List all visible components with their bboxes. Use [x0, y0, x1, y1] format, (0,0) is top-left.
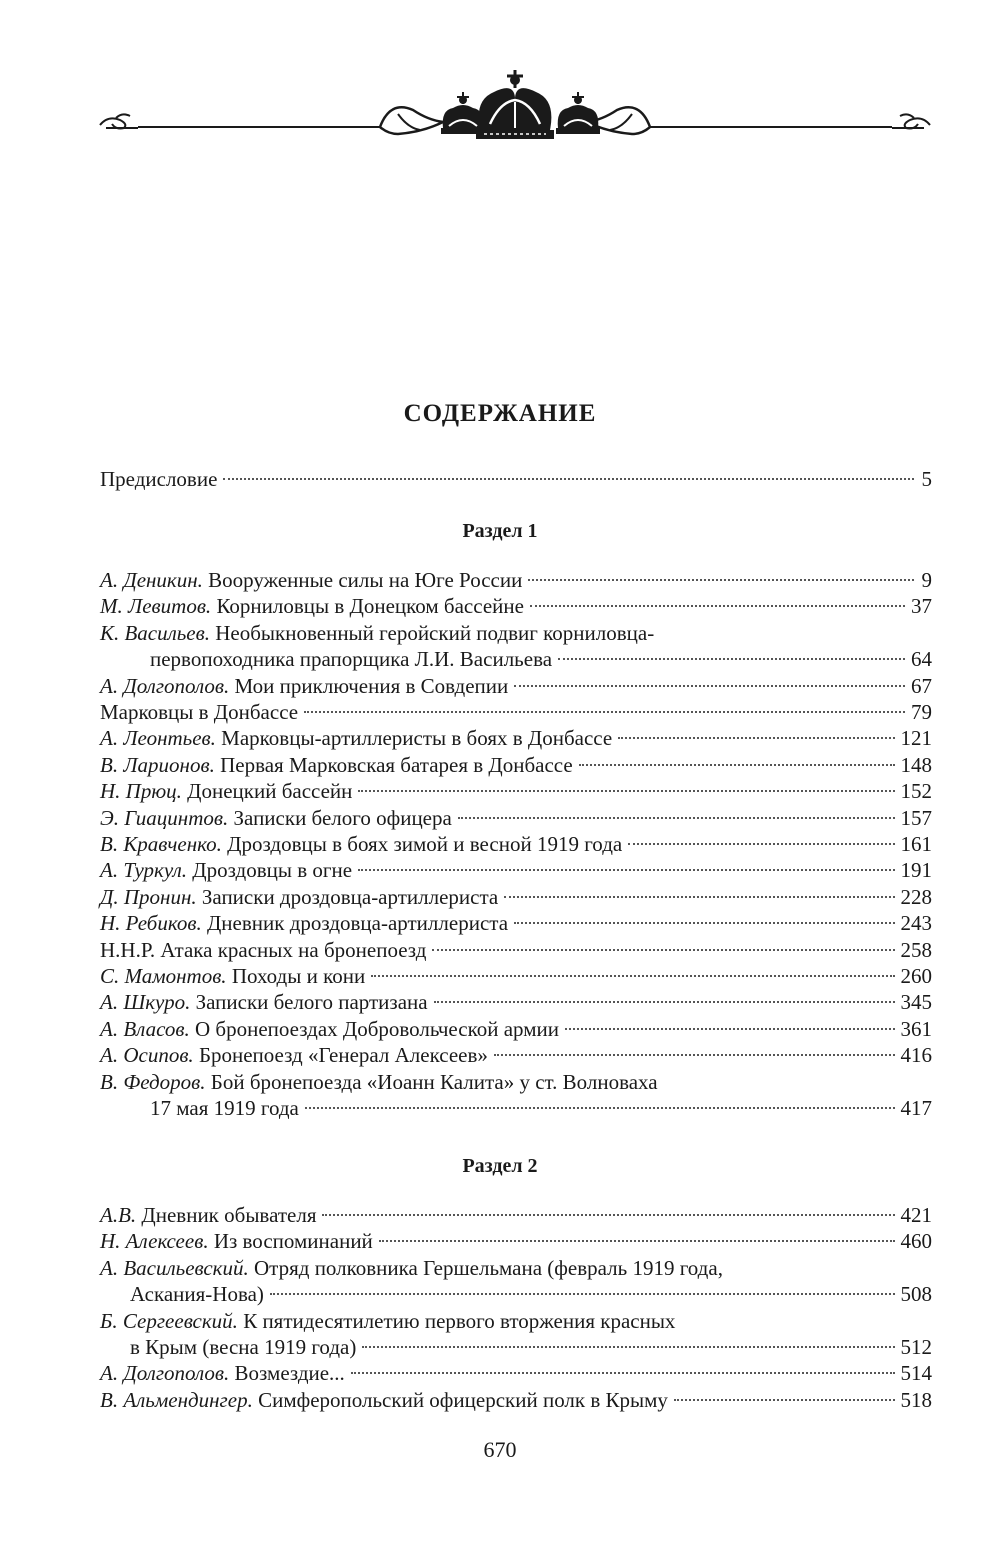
entry-title: Донецкий бассейн: [181, 779, 353, 804]
toc-entry: [100, 752, 932, 779]
entry-text: [100, 752, 573, 779]
toc-entry: [100, 884, 932, 911]
section-heading-1: Раздел 1: [462, 520, 538, 542]
entry-title: Записки белого офицера: [228, 805, 452, 830]
entry-text: [100, 989, 428, 1016]
page-title: СОДЕРЖАНИЕ: [403, 400, 597, 427]
entry-author: В. Альмендингер.: [100, 1387, 253, 1412]
entry-title: Марковцы в Донбассе: [100, 700, 299, 724]
toc-entry-line: [100, 620, 932, 647]
leader-dots: [514, 685, 905, 687]
entry-title-continued: 17 мая 1919 года: [150, 1096, 299, 1120]
entry-title: Возмездие...: [229, 1361, 345, 1386]
entry-author: А. Леонтьев.: [100, 726, 216, 751]
entry-text: [100, 673, 508, 700]
entry-title-continued: в Крым (весна 1919 года): [130, 1335, 357, 1359]
toc-entry-line: [100, 1069, 932, 1096]
entry-page: 361: [900, 1016, 932, 1041]
entry-page: 64: [911, 647, 932, 672]
entry-title: Мои приключения в Совдепии: [229, 673, 509, 698]
leader-dots: [432, 949, 894, 951]
entry-page: 37: [911, 594, 932, 619]
entry-text: [100, 567, 522, 594]
entry-title: Марковцы-артиллеристы в боях в Донбассе: [215, 726, 613, 751]
entry-text: [100, 831, 622, 858]
toc-entry: [100, 567, 932, 594]
entry-author: С. Мамонтов.: [100, 964, 227, 988]
entry-title-continued: Аскания-Нова): [130, 1282, 264, 1307]
entry-author: Б. Сергеевский.: [100, 1308, 238, 1333]
entry-author: А.В.: [100, 1203, 137, 1227]
entry-author: В. Федоров.: [100, 1069, 206, 1094]
entry-author: Н. Прюц.: [100, 779, 182, 804]
leader-dots: [528, 579, 914, 581]
leader-dots: [504, 896, 894, 898]
leader-dots: [558, 658, 905, 660]
toc-entry: [100, 910, 932, 937]
entry-author: А. Долгополов.: [100, 673, 230, 698]
entry-page: 518: [900, 1387, 932, 1412]
entry-page: 258: [900, 937, 932, 962]
entry-title: Вооруженные силы на Юге России: [202, 568, 523, 592]
entry-page: 417: [900, 1096, 932, 1120]
toc-entry: [100, 989, 932, 1016]
entry-title: Необыкновенный геройский подвиг корниловца-: [210, 620, 655, 645]
leader-dots: [304, 711, 905, 713]
entry-author: К. Васильев.: [100, 620, 210, 645]
toc-entry: [100, 778, 932, 805]
entry-text: [100, 725, 612, 752]
entry-author: А. Шкуро.: [100, 990, 191, 1015]
entry-text: [100, 1387, 668, 1414]
crown-ornament-icon: [98, 70, 932, 150]
entry-page: 157: [900, 805, 932, 830]
leader-dots: [618, 737, 894, 739]
toc-entry: [100, 937, 932, 964]
toc-entry: [100, 1042, 932, 1069]
entry-author: В. Кравченко.: [100, 832, 222, 856]
entry-text: [100, 963, 365, 990]
leader-dots: [362, 1346, 894, 1348]
page-number: 670: [483, 1437, 517, 1462]
entry-page: 345: [900, 990, 932, 1015]
entry-author: А. Осипов.: [100, 1043, 194, 1068]
leader-dots: [322, 1214, 894, 1216]
toc-entry-line: [100, 1255, 932, 1282]
toc-entry: [100, 857, 932, 884]
leader-dots: [270, 1293, 895, 1295]
toc-entry: [100, 1387, 932, 1414]
toc-entry: [100, 1228, 932, 1255]
entry-text: [100, 884, 498, 911]
entry-title: Из воспоминаний: [208, 1229, 373, 1254]
leader-dots: [579, 764, 895, 766]
entry-text: [100, 910, 508, 937]
toc-entry-continuation: [130, 1334, 932, 1361]
toc-entry: [100, 673, 932, 700]
leader-dots: [434, 1001, 895, 1003]
leader-dots: [223, 478, 914, 480]
entry-title: Отряд полковника Гершельмана (февраль 1919 года,: [248, 1255, 723, 1280]
entry-page: 512: [900, 1335, 932, 1359]
entry-author: В. Ларионов.: [100, 752, 215, 777]
entry-title: Бой бронепоезда «Иоанн Калита» у ст. Волноваха: [205, 1069, 658, 1094]
leader-dots: [358, 790, 894, 792]
entry-page: 460: [900, 1229, 932, 1254]
toc-entry-line: [100, 1308, 932, 1335]
entry-page: 161: [900, 832, 932, 856]
leader-dots: [514, 922, 894, 924]
toc-entry-continuation: [130, 1281, 932, 1308]
entry-page: 79: [911, 700, 932, 724]
entry-author: Э. Гиацинтов.: [100, 805, 229, 830]
entry-title: Н.Н.Р. Атака красных на бронепоезд: [100, 937, 427, 962]
leader-dots: [358, 869, 894, 871]
toc-entry: [100, 963, 932, 990]
entry-title: Записки дроздовца-артиллериста: [196, 884, 499, 909]
entry-page: 243: [900, 911, 932, 936]
section-heading-2: Раздел 2: [462, 1155, 538, 1177]
entry-text: [100, 699, 298, 726]
entry-text: [100, 937, 426, 964]
entry-author: А. Власов.: [100, 1016, 190, 1041]
entry-text: [100, 1016, 559, 1043]
entry-title: Бронепоезд «Генерал Алексеев»: [193, 1043, 488, 1068]
entry-title: Дневник дроздовца-артиллериста: [201, 911, 509, 936]
entry-author: Н. Ребиков.: [100, 911, 202, 936]
entry-text: [100, 1042, 488, 1069]
entry-page: 514: [900, 1361, 932, 1386]
entry-author: Н. Алексеев.: [100, 1229, 209, 1254]
entry-author: А. Долгополов.: [100, 1361, 230, 1386]
entry-title: Симферопольский офицерский полк в Крыму: [252, 1387, 668, 1412]
leader-dots: [494, 1054, 895, 1056]
toc-entry-continuation: [150, 646, 932, 673]
toc-entry-continuation: [150, 1095, 932, 1122]
toc-entry: [100, 699, 932, 726]
entry-page: 67: [911, 673, 932, 698]
toc-entry: [100, 805, 932, 832]
entry-page: 9: [921, 568, 932, 592]
entry-title: К пятидесятилетию первого вторжения красных: [237, 1308, 676, 1333]
entry-title: Записки белого партизана: [190, 990, 428, 1015]
entry-page: 121: [900, 726, 932, 751]
toc-entry: [100, 725, 932, 752]
leader-dots: [628, 843, 894, 845]
entry-author: А. Деникин.: [100, 568, 203, 592]
entry-page: 152: [900, 779, 932, 804]
entry-title-continued: первопоходника прапорщика Л.И. Васильева: [150, 647, 553, 672]
leader-dots: [305, 1107, 895, 1109]
entry-title: Корниловцы в Донецком бассейне: [211, 594, 524, 619]
leader-dots: [530, 605, 905, 607]
entry-page: 416: [900, 1043, 932, 1068]
leader-dots: [565, 1028, 895, 1030]
toc-entry: [100, 1360, 932, 1387]
entry-title: Дроздовцы в огне: [187, 858, 353, 883]
entry-text: [100, 593, 524, 620]
entry-author: Д. Пронин.: [100, 884, 197, 909]
leader-dots: [458, 817, 895, 819]
entry-author: М. Левитов.: [100, 594, 212, 619]
toc-entry-preface: [100, 466, 932, 493]
entry-page: 260: [900, 964, 932, 988]
entry-text: [100, 1360, 345, 1387]
entry-title: Дневник обывателя: [136, 1203, 317, 1227]
entry-title: О бронепоездах Добровольческой армии: [189, 1016, 559, 1041]
leader-dots: [371, 975, 894, 977]
entry-text: [100, 778, 352, 805]
leader-dots: [674, 1399, 895, 1401]
entry-text: [100, 857, 352, 884]
toc-entry: [100, 1202, 932, 1229]
toc-entry: [100, 831, 932, 858]
entry-title: Дроздовцы в боях зимой и весной 1919 года: [221, 832, 623, 856]
entry-page: 148: [900, 752, 932, 777]
leader-dots: [379, 1240, 895, 1242]
entry-page: 421: [900, 1203, 932, 1227]
entry-title: Походы и кони: [226, 964, 366, 988]
entry-text: [100, 1228, 373, 1255]
entry-page: 508: [900, 1282, 932, 1307]
toc-entry: [100, 1016, 932, 1043]
entry-text: [100, 805, 452, 832]
entry-author: А. Васильевский.: [100, 1255, 249, 1280]
entry-title: Первая Марковская батарея в Донбассе: [214, 752, 573, 777]
entry-author: А. Туркул.: [100, 858, 188, 883]
entry-page: 5: [921, 467, 932, 491]
entry-text: [100, 1202, 316, 1229]
toc-entry: [100, 593, 932, 620]
entry-page: 191: [900, 858, 932, 883]
entry-page: 228: [900, 884, 932, 909]
leader-dots: [351, 1372, 895, 1374]
entry-title: Предисловие: [100, 467, 218, 491]
